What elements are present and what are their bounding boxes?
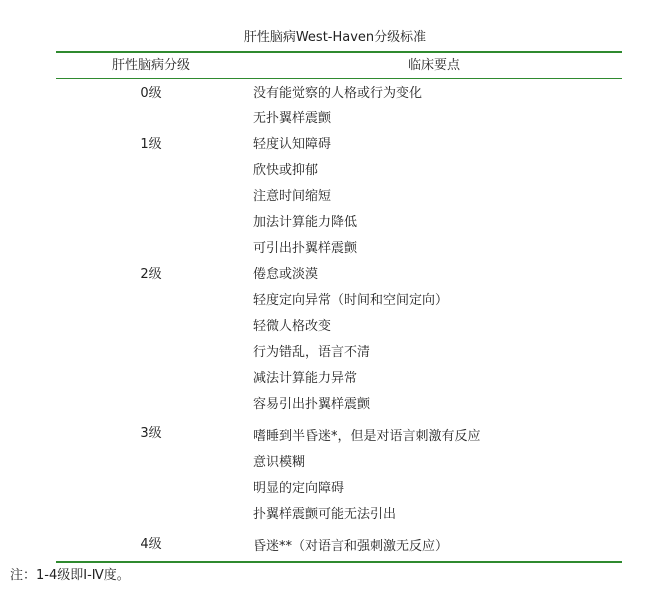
clinical-point: 轻度定向异常（时间和空间定向） — [253, 293, 449, 308]
clinical-point: 倦怠或淡漠 — [253, 267, 319, 282]
header-divider-rule — [56, 78, 622, 79]
grade-label: 2级 — [140, 267, 162, 282]
clinical-point: 昏迷**（对语言和强刺激无反应） — [253, 539, 449, 554]
clinical-point: 没有能觉察的人格或行为变化 — [253, 86, 423, 101]
clinical-point: 减法计算能力异常 — [253, 371, 358, 386]
column-header-grade: 肝性脑病分级 — [111, 58, 190, 73]
clinical-point: 无扑翼样震颤 — [253, 111, 332, 126]
grade-label: 4级 — [140, 537, 162, 552]
table-top-rule — [56, 51, 622, 53]
clinical-point: 轻度认知障碍 — [253, 137, 332, 152]
clinical-point: 扑翼样震颤可能无法引出 — [253, 507, 397, 522]
clinical-point: 明显的定向障碍 — [253, 481, 345, 496]
column-header-points: 临床要点 — [407, 58, 460, 73]
clinical-point: 意识模糊 — [253, 455, 306, 470]
footnote: 注：1-4级即Ⅰ-Ⅳ度。 — [10, 568, 130, 583]
clinical-point: 欣快或抑郁 — [253, 163, 319, 178]
clinical-point: 容易引出扑翼样震颤 — [253, 397, 371, 412]
grade-label: 3级 — [140, 426, 162, 441]
clinical-point: 轻微人格改变 — [253, 319, 332, 334]
clinical-point: 注意时间缩短 — [253, 189, 332, 204]
clinical-point: 可引出扑翼样震颤 — [253, 241, 358, 256]
table-title: 肝性脑病West-Haven分级标准 — [243, 30, 427, 45]
grade-label: 0级 — [140, 86, 162, 101]
clinical-point: 嗜睡到半昏迷*，但是对语言刺激有反应 — [253, 429, 481, 444]
clinical-point: 行为错乱，语言不清 — [253, 345, 371, 360]
table-bottom-rule — [56, 561, 622, 563]
clinical-point: 加法计算能力降低 — [253, 215, 358, 230]
grade-label: 1级 — [140, 137, 162, 152]
